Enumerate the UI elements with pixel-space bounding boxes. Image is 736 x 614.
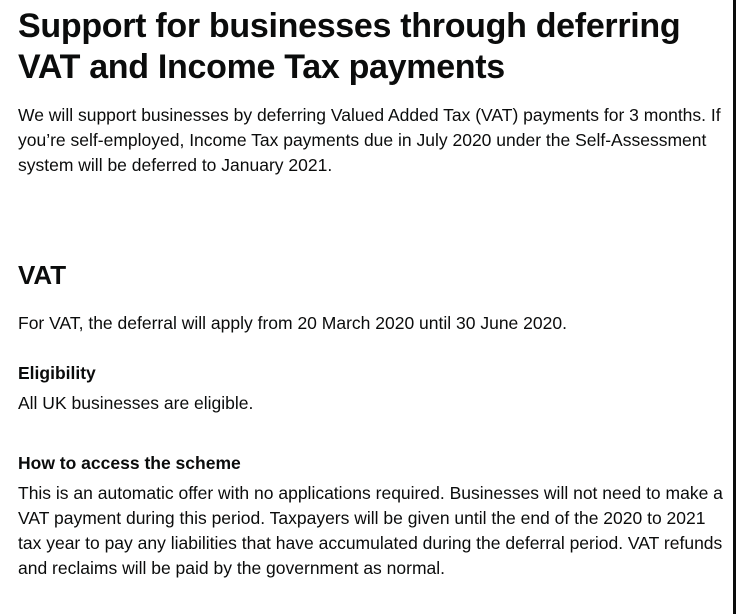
eligibility-heading: Eligibility <box>18 363 96 383</box>
intro-paragraph: We will support businesses by deferring Valued Added Tax (VAT) payments for 3 months. If you’re self-employed, Income Tax payments due in July 2020 under the Self-Assessment system will be deferred to January 2021. <box>18 105 721 175</box>
vat-deferral-paragraph: For VAT, the deferral will apply from 20 March 2020 until 30 June 2020. <box>18 313 567 333</box>
section-heading-vat: VAT <box>18 260 67 290</box>
page-title: Support for businesses through deferring VAT and Income Tax payments <box>18 7 681 86</box>
eligibility-paragraph: All UK businesses are eligible. <box>18 393 254 413</box>
access-scheme-paragraph: This is an automatic offer with no applications required. Businesses will not need to make a VAT payment during this period. Taxpayers will be given until the end of the 2020 to 2021 tax year to pay any liabilities that have accumulated during the deferral period. VAT refunds and reclaims will be paid by the government as normal. <box>18 483 723 578</box>
access-scheme-heading: How to access the scheme <box>18 453 241 473</box>
